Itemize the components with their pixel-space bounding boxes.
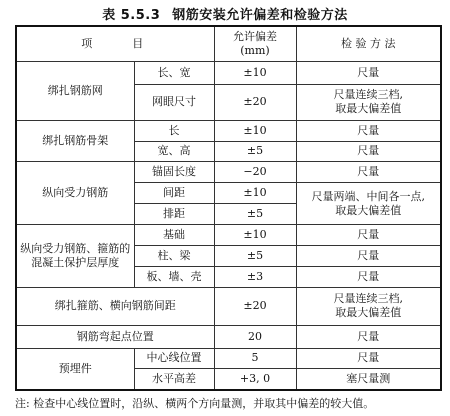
method-cell: 尺量: [296, 62, 441, 85]
item-cell: 间距: [134, 183, 214, 204]
header-tolerance: 允许偏差 (mm): [214, 26, 296, 62]
item-cell: 网眼尺寸: [134, 85, 214, 121]
table-row: [16, 62, 441, 85]
item-cell: 长、宽: [134, 62, 214, 85]
tolerance-cell: ±10: [214, 183, 296, 204]
table-row: [16, 287, 441, 325]
tolerance-cell: ±5: [214, 141, 296, 162]
tolerance-cell: ±5: [214, 246, 296, 267]
method-cell: 尺量: [296, 162, 441, 183]
method-cell: 尺量: [296, 246, 441, 267]
method-cell: 塞尺量测: [296, 369, 441, 390]
group-cage: 绑扎钢筋骨架: [16, 120, 134, 162]
table-title: [0, 4, 450, 23]
table-caption: 钢筋安装允许偏差和检验方法: [172, 8, 348, 23]
header-item: 项 目: [16, 26, 214, 62]
item-cell: 中心线位置: [134, 348, 214, 369]
tolerance-cell: −20: [214, 162, 296, 183]
method-cell: 尺量: [296, 120, 441, 141]
tolerance-table: [15, 25, 442, 391]
group-mesh: 绑扎钢筋网: [16, 62, 134, 121]
item-stirrup-spacing: 绑扎箍筋、横向钢筋间距: [16, 287, 214, 325]
item-cell: 柱、梁: [134, 246, 214, 267]
method-cell: 尺量两端、中间各一点, 取最大偏差值: [296, 183, 441, 225]
group-cover: 纵向受力钢筋、箍筋的 混凝土保护层厚度: [16, 225, 134, 288]
item-cell: 宽、高: [134, 141, 214, 162]
table-row: [16, 325, 441, 348]
item-cell: 基础: [134, 225, 214, 246]
table-number: 表 5.5.3: [102, 8, 161, 23]
tolerance-cell: ±5: [214, 204, 296, 225]
method-cell: 尺量连续三档, 取最大偏差值: [296, 287, 441, 325]
group-embedded: 预埋件: [16, 348, 134, 390]
item-cell: 排距: [134, 204, 214, 225]
table-header-row: [16, 26, 441, 62]
tolerance-cell: 20: [214, 325, 296, 348]
method-cell: 尺量: [296, 348, 441, 369]
tolerance-cell: ±10: [214, 120, 296, 141]
tolerance-cell: 5: [214, 348, 296, 369]
method-cell: 尺量连续三档, 取最大偏差值: [296, 85, 441, 121]
item-bend-point: 钢筋弯起点位置: [16, 325, 214, 348]
tolerance-cell: ±10: [214, 225, 296, 246]
group-longitudinal: 纵向受力钢筋: [16, 162, 134, 225]
header-method: 检 验 方 法: [296, 26, 441, 62]
item-cell: 锚固长度: [134, 162, 214, 183]
method-cell: 尺量: [296, 225, 441, 246]
tolerance-cell: ±20: [214, 287, 296, 325]
table-row: [16, 120, 441, 141]
table-note: 注: 检查中心线位置时，沿纵、横两个方向量测，并取其中偏差的较大值。: [15, 397, 375, 410]
item-cell: 水平高差: [134, 369, 214, 390]
item-cell: 板、墙、壳: [134, 266, 214, 287]
table-row: [16, 225, 441, 246]
method-cell: 尺量: [296, 141, 441, 162]
table-row: [16, 162, 441, 183]
tolerance-cell: +3, 0: [214, 369, 296, 390]
tolerance-cell: ±20: [214, 85, 296, 121]
tolerance-cell: ±3: [214, 266, 296, 287]
method-cell: 尺量: [296, 266, 441, 287]
method-cell: 尺量: [296, 325, 441, 348]
item-cell: 长: [134, 120, 214, 141]
table-row: [16, 348, 441, 369]
tolerance-cell: ±10: [214, 62, 296, 85]
